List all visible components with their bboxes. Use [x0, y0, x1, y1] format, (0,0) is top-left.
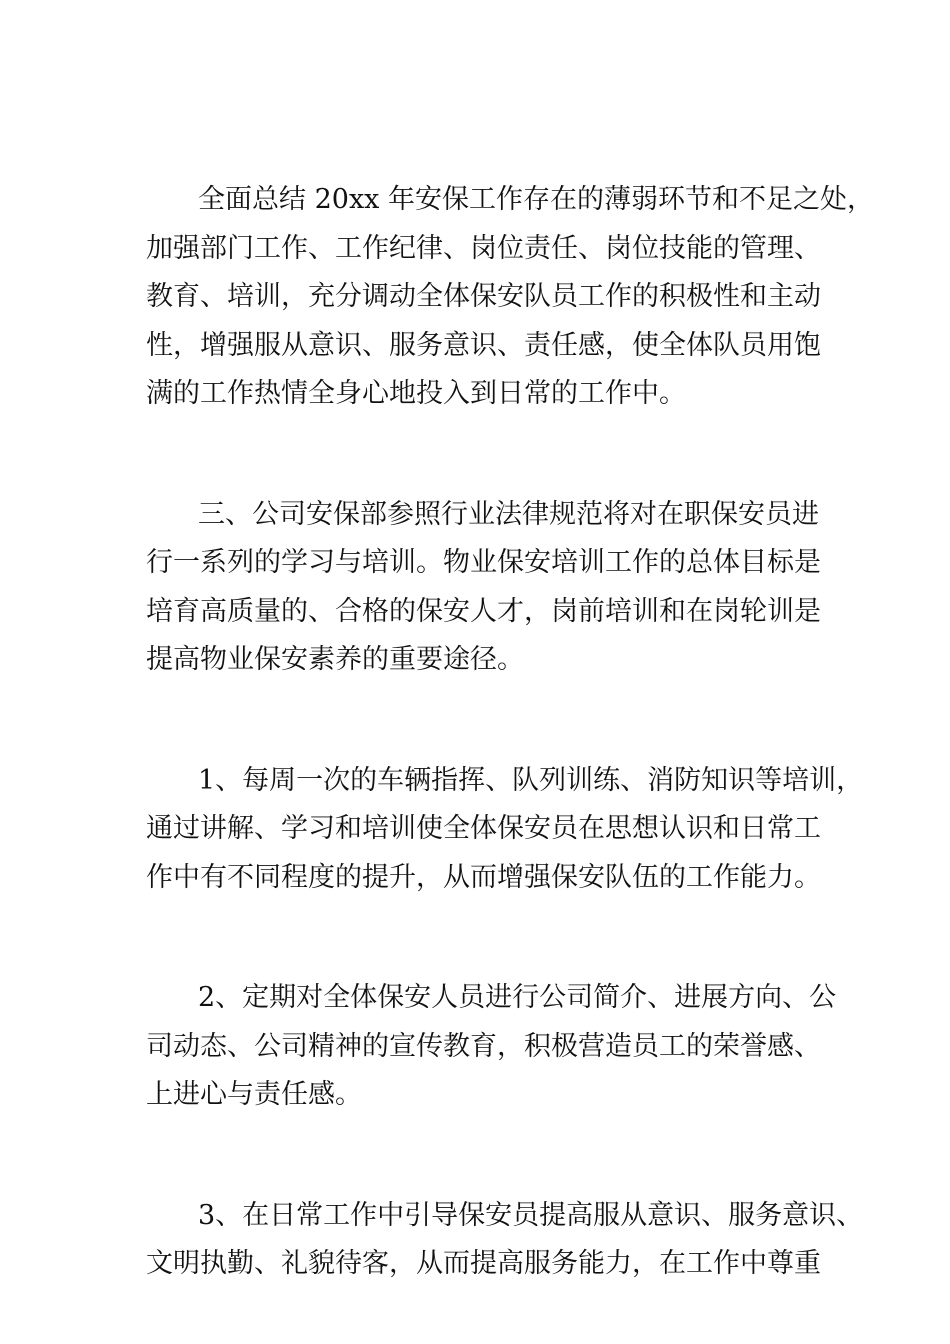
paragraph-item-3 — [146, 1192, 864, 1289]
text-line: 作中有不同程度的提升，从而增强保安队伍的工作能力。 — [146, 861, 821, 893]
paragraph-gap — [146, 419, 836, 491]
text-line: 文明执勤、礼貌待客，从而提高服务能力，在工作中尊重 — [146, 1248, 821, 1279]
document-body — [146, 176, 874, 1289]
text-line: 司动态、公司精神的宣传教育，积极营造员工的荣誉感、 — [146, 1030, 821, 1062]
text-line: 行一系列的学习与培训。物业保安培训工作的总体目标是 — [146, 547, 821, 578]
text-line: 性，增强服从意识、服务意识、责任感，使全体队员用饱 — [146, 329, 821, 361]
text-line: 三、公司安保部参照行业法律规范将对在职保安员进 — [198, 498, 819, 530]
text-line: 加强部门工作、工作纪律、岗位责任、岗位技能的管理、 — [146, 232, 821, 264]
paragraph-section-three — [146, 491, 836, 685]
text-line: 上进心与责任感。 — [146, 1079, 362, 1110]
text-line: 1、每周一次的车辆指挥、队列训练、消防知识等培训， — [198, 764, 864, 796]
text-line: 满的工作热情全身心地投入到日常的工作中。 — [146, 378, 686, 409]
text-line: 3、在日常工作中引导保安员提高服从意识、服务意识、 — [198, 1199, 864, 1231]
paragraph-item-1 — [146, 757, 864, 903]
text-line: 培育高质量的、合格的保安人才，岗前培训和在岗轮训是 — [146, 595, 821, 627]
text-line: 通过讲解、学习和培训使全体保安员在思想认识和日常工 — [146, 813, 821, 844]
paragraph-gap — [146, 685, 836, 757]
text-line: 提高物业保安素养的重要途径。 — [146, 644, 524, 675]
text-line: 教育、培训，充分调动全体保安队员工作的积极性和主动 — [146, 281, 821, 312]
paragraph-summary — [146, 176, 874, 419]
text-line: 2、定期对全体保安人员进行公司简介、进展方向、公 — [198, 982, 837, 1013]
paragraph-item-2 — [146, 974, 836, 1120]
text-line: 全面总结 20xx 年安保工作存在的薄弱环节和不足之处， — [198, 184, 874, 215]
paragraph-gap — [146, 902, 836, 974]
paragraph-gap — [146, 1120, 836, 1192]
